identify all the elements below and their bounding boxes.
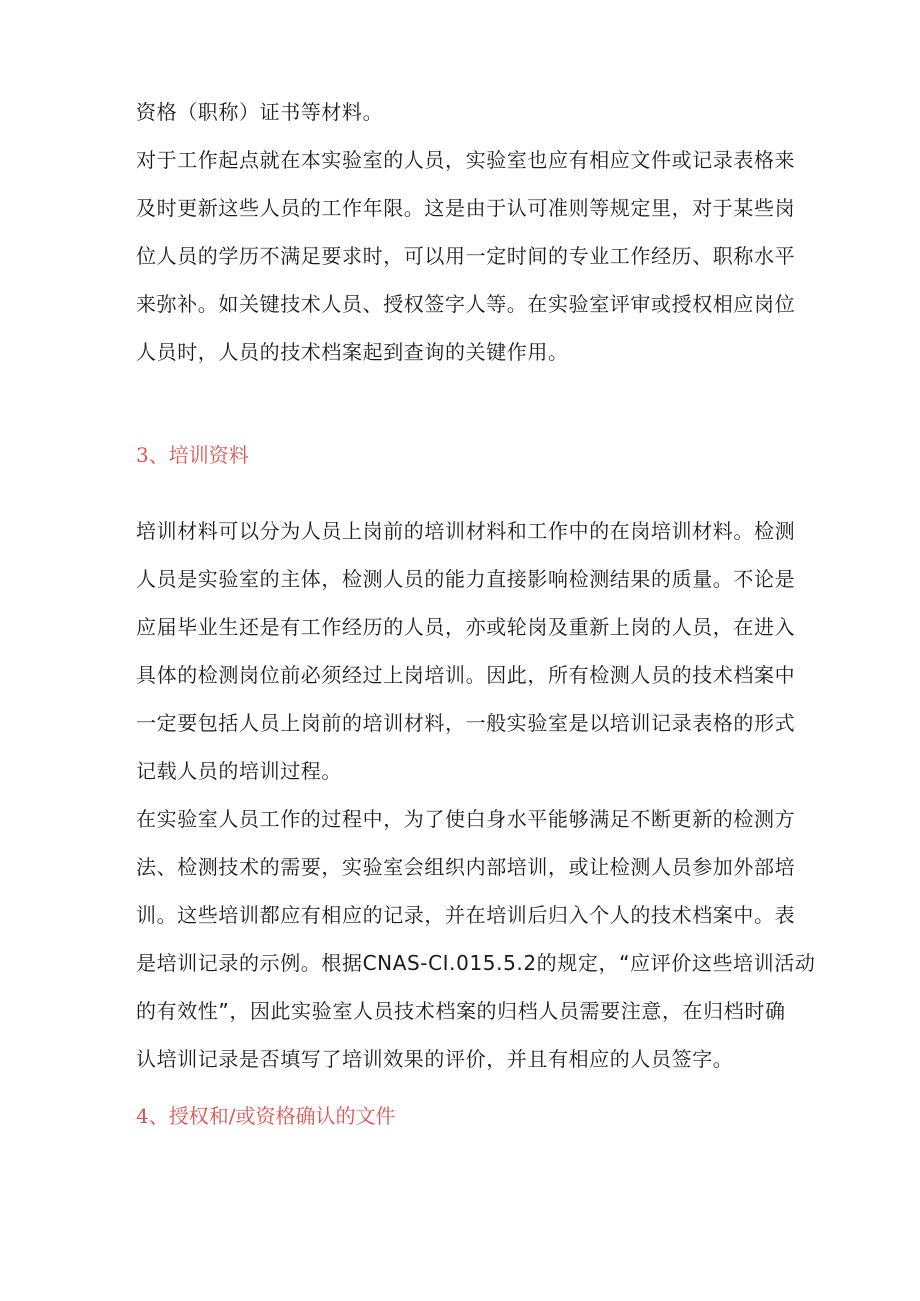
text-line: 及时更新这些人员的工作年限。这是由于认可准则等规定里，对于某些岗 <box>136 196 796 220</box>
text-line: 对于工作起点就在本实验室的人员，实验室也应有相应文件或记录表格来 <box>136 148 796 172</box>
text-line: 人员是实验室的主体，检测人员的能力直接影响检测结果的质量。不论是 <box>136 567 796 591</box>
text-line: 认培训记录是否填写了培训效果的评价，并且有相应的人员签字。 <box>136 1047 734 1071</box>
text-line: 记载人员的培训过程。 <box>136 759 342 783</box>
text-line: 位人员的学历不满足要求时，可以用一定时间的专业工作经历、职称水平 <box>136 244 796 268</box>
text-line: 的有效性”，因此实验室人员技术档案的归档人员需要注意，在归档时确 <box>136 999 786 1023</box>
text-line: 在实验室人员工作的过程中，为了使白身水平能够满足不断更新的检测方 <box>136 807 796 831</box>
text-line: 是培训记录的示例。根据CNAS-CI.015.5.2的规定，“应评价这些培训活动 <box>136 951 816 975</box>
text-line: 资格（职称）证书等材料。 <box>136 100 384 124</box>
text-line: 人员时，人员的技术档案起到查询的关键作用。 <box>136 340 569 364</box>
text-line: 训。这些培训都应有相应的记录，并在培训后归入个人的技术档案中。表 <box>136 903 796 927</box>
text-line: 来弥补。如关键技术人员、授权签字人等。在实验室评审或授权相应岗位 <box>136 292 796 316</box>
text-line: 具体的检测岗位前必须经过上岗培训。因此，所有检测人员的技术档案中 <box>136 663 796 687</box>
text-line: 法、检测技术的需要，实验室会组织内部培训，或让检测人员参加外部培 <box>136 855 796 879</box>
text-line: 应届毕业生还是有工作经历的人员，亦或轮岗及重新上岗的人员，在进入 <box>136 615 796 639</box>
text-line: 一定要包括人员上岗前的培训材料，一般实验室是以培训记录表格的形式 <box>136 711 796 735</box>
section-heading-3: 3、培训资料 <box>136 443 249 467</box>
text-line: 培训材料可以分为人员上岗前的培训材料和工作中的在岗培训材料。检测 <box>136 519 796 543</box>
section-heading-4: 4、授权和/或资格确认的文件 <box>136 1104 396 1128</box>
